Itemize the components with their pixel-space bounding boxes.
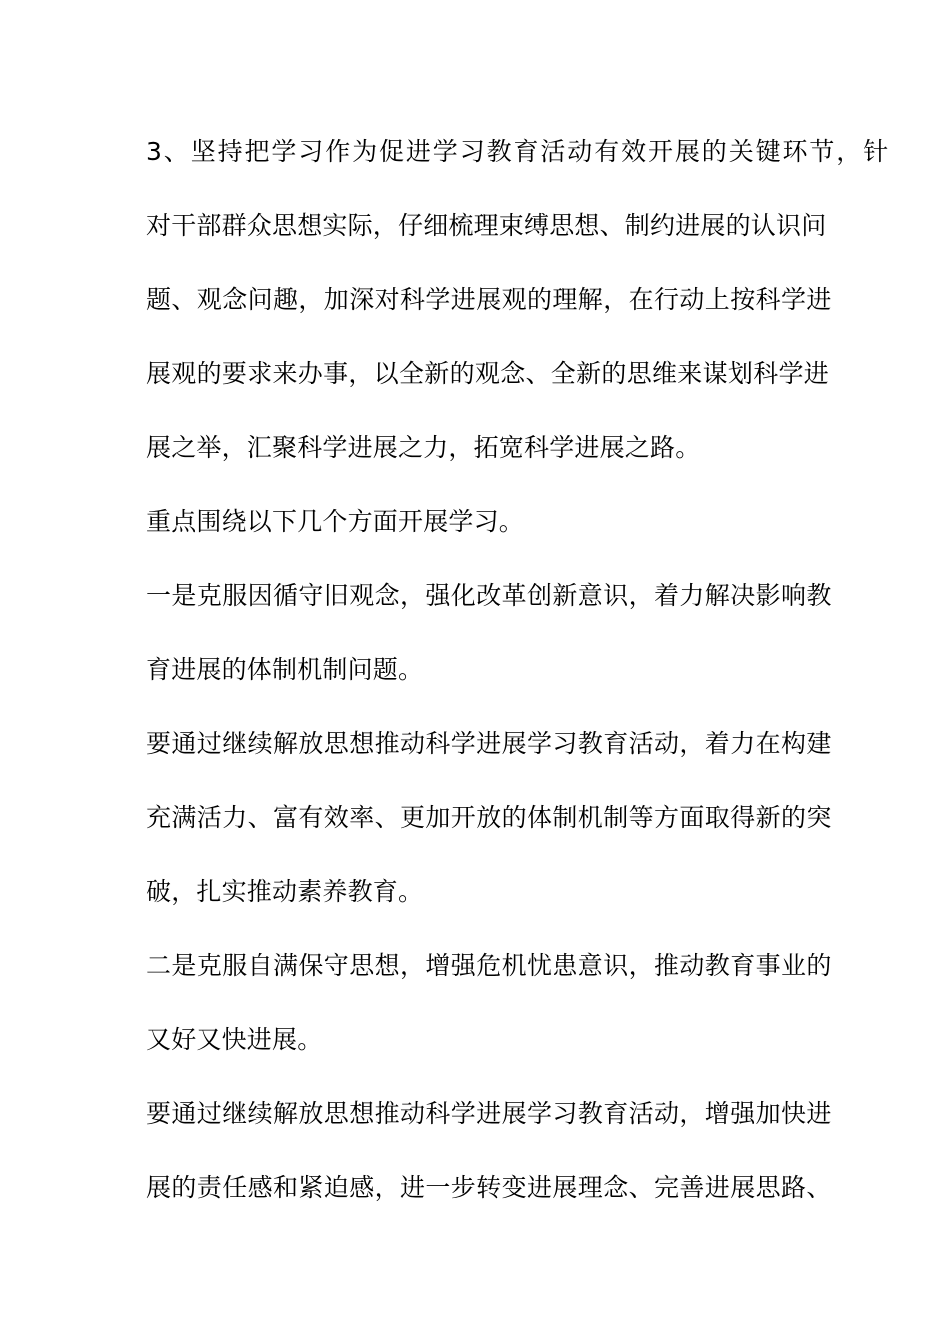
text-line: 重点围绕以下几个方面开展学习。 [146,507,525,536]
text-line: 又好又快进展。 [146,1025,323,1054]
text-line: 展观的要求来办事，以全新的观念、全新的思维来谋划科学进 [146,359,830,388]
text-line: 一是克服因循守旧观念，强化改革创新意识，着力解决影响教 [146,581,832,610]
text-line: 展之举，汇聚科学进展之力，拓宽科学进展之路。 [146,433,701,462]
text-line: 3、坚持把学习作为促进学习教育活动有效开展的关键环节，针 [146,137,891,166]
text-line: 展的责任感和紧迫感，进一步转变进展理念、完善进展思路、 [146,1173,832,1202]
text-line: 要通过继续解放思想推动科学进展学习教育活动，增强加快进 [146,1099,832,1128]
text-line: 二是克服自满保守思想，增强危机忧患意识，推动教育事业的 [146,951,832,980]
text-line: 破，扎实推动素养教育。 [146,877,424,906]
text-line: 对干部群众思想实际，仔细梳理束缚思想、制约进展的认识问 [146,211,827,240]
text-line: 要通过继续解放思想推动科学进展学习教育活动，着力在构建 [146,729,832,758]
text-line: 题、观念问趣，加深对科学进展观的理解，在行动上按科学进 [146,285,832,314]
text-line: 充满活力、富有效率、更加开放的体制机制等方面取得新的突 [146,803,832,832]
text-line: 育进展的体制机制问题。 [146,655,424,684]
